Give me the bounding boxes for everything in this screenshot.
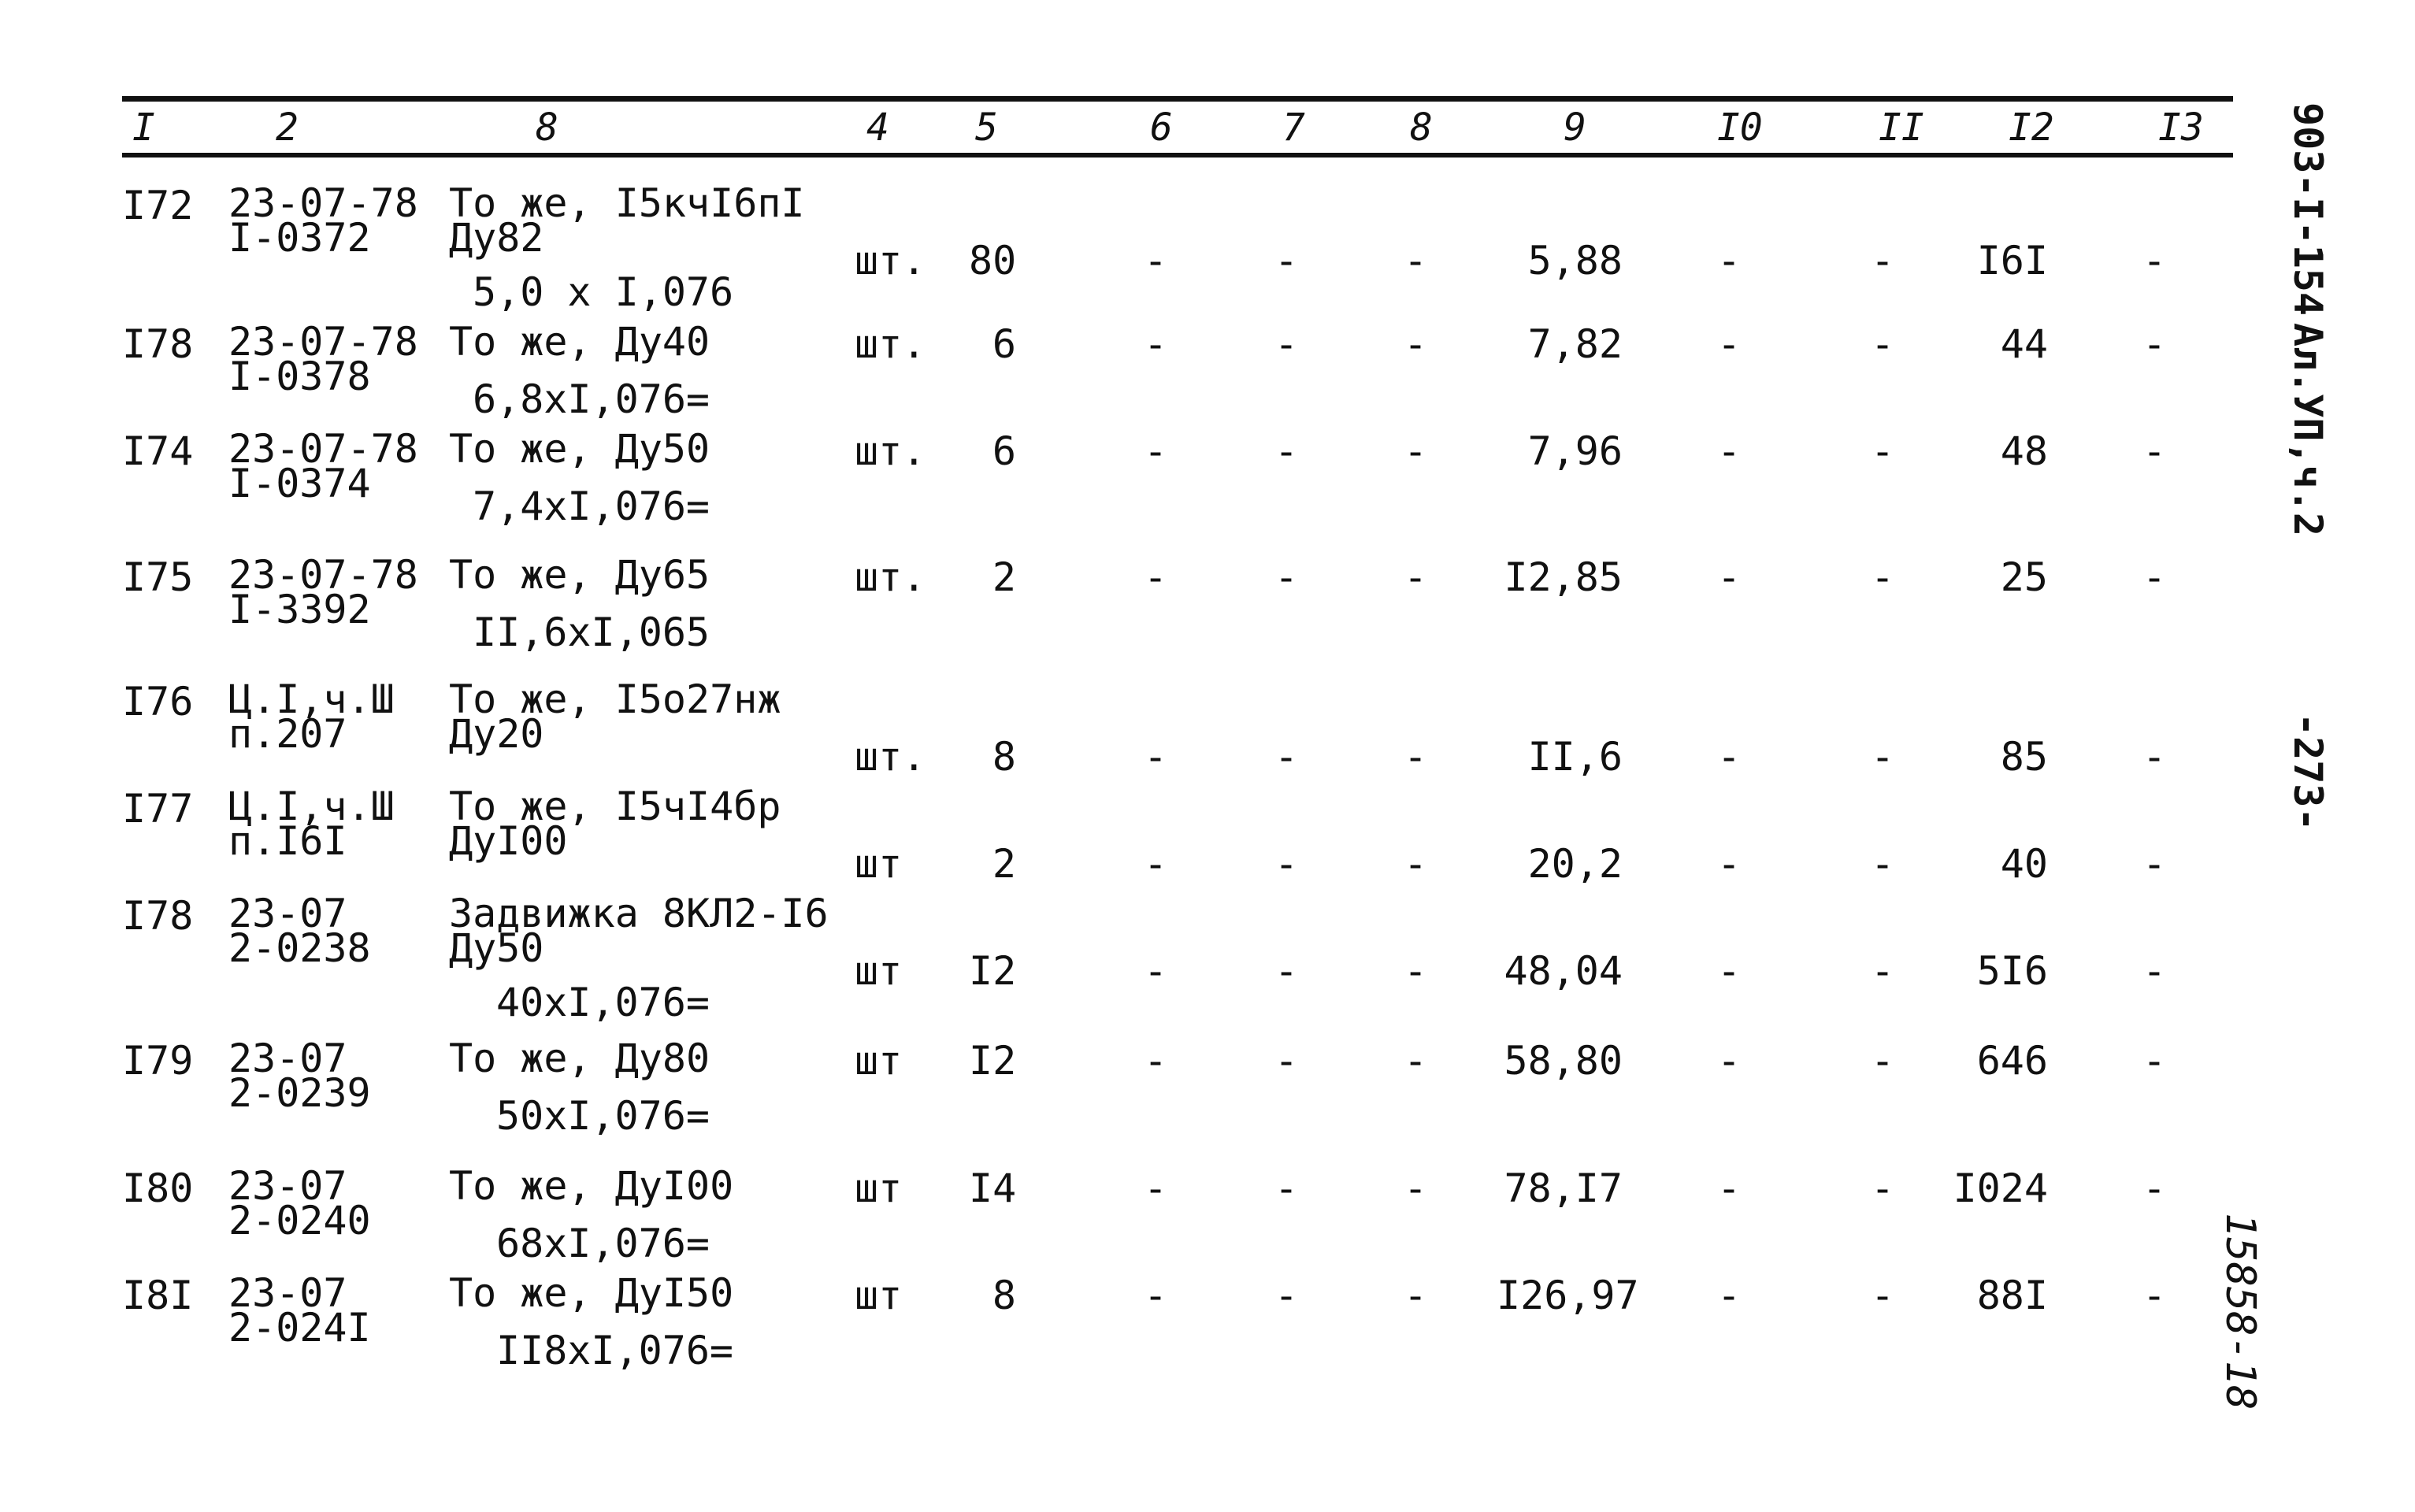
cell-c10: - [1717,841,1742,887]
cell-unit: шт. [855,238,926,284]
item-calculation: 50xI,076= [496,1093,710,1139]
resource-code: 23-07-78 [228,426,418,472]
item-name: То же, Ду80 [449,1036,710,1081]
cell-unit: шт. [855,321,926,367]
cell-c12: I6I [1976,238,2048,284]
cell-unit: шт. [855,554,926,600]
item-calculation: 5,0 x I,076 [473,269,734,315]
item-calculation: 40xI,076= [496,980,710,1025]
item-name: То же, Ду65 [449,552,710,598]
item-name: То же, ДуI50 [449,1270,734,1316]
cell-unit: шт. [855,428,926,474]
cell-c8: - [1404,734,1428,780]
cell-c13: - [2142,1166,2167,1211]
resource-code: 23-07 [228,1036,347,1081]
cell-c11: - [1871,238,1895,284]
cell-c13: - [2142,734,2167,780]
cell-c10: - [1717,428,1742,474]
header-col-12: I2 [2009,106,2054,150]
header-col-1: I [132,106,155,150]
cell-c10: - [1717,1273,1742,1318]
cell-c9: 7,96 [1527,428,1623,474]
item-calculation: II8xI,076= [496,1328,734,1373]
cell-c13: - [2142,1273,2167,1318]
cell-c12: 88I [1976,1273,2048,1318]
cell-c13: - [2142,321,2167,367]
row-number: I76 [122,679,194,724]
cell-c10: - [1717,734,1742,780]
header-col-6: 6 [1150,106,1173,150]
cell-c11: - [1871,1166,1895,1211]
cell-c12: 646 [1976,1038,2048,1084]
table-row [0,1270,2284,1418]
resource-code: Ц.I,ч.Ш [228,784,395,829]
row-number: I75 [122,554,194,600]
cell-c6: - [1144,1166,1168,1211]
cell-c8: - [1404,428,1428,474]
row-number: I78 [122,321,194,367]
cell-c8: - [1404,321,1428,367]
resource-code: 2-0238 [228,925,371,971]
cell-c7: - [1274,428,1299,474]
cell-c13: - [2142,238,2167,284]
cell-qty: 2 [992,554,1016,600]
header-col-9: 9 [1564,106,1586,150]
cell-c8: - [1404,1273,1428,1318]
header-col-3: 8 [536,106,558,150]
item-name: Задвижка 8КЛ2-I6 [449,891,829,936]
row-number: I80 [122,1166,194,1211]
resource-code: 23-07-78 [228,180,418,226]
resource-code: I-3392 [228,587,371,632]
cell-c10: - [1717,948,1742,994]
cell-c6: - [1144,1273,1168,1318]
header-col-5: 5 [975,106,998,150]
row-number: I8I [122,1273,194,1318]
item-name: То же, I5чI4бр [449,784,781,829]
cell-c11: - [1871,734,1895,780]
side-album: Ал.УП,ч.2 [2285,323,2331,536]
resource-code: I-0378 [228,354,371,399]
cell-c9: I2,85 [1504,554,1623,600]
item-name: То же, Ду50 [449,426,710,472]
item-name: Ду82 [449,215,544,261]
cell-qty: 8 [992,1273,1016,1318]
resource-code: 23-07 [228,1270,347,1316]
cell-c10: - [1717,321,1742,367]
cell-c7: - [1274,948,1299,994]
table-row [0,1036,2284,1183]
cell-c12: 25 [2000,554,2048,600]
cell-c6: - [1144,428,1168,474]
cell-c9: 58,80 [1504,1038,1623,1084]
item-name: То же, I5кчI6пI [449,180,805,226]
cell-c9: 5,88 [1527,238,1623,284]
cell-c9: 20,2 [1527,841,1623,887]
cell-c8: - [1404,554,1428,600]
resource-code: 23-07 [228,1163,347,1209]
cell-c12: 85 [2000,734,2048,780]
resource-code: I-0372 [228,215,371,261]
cell-c6: - [1144,948,1168,994]
cell-unit: шт [855,1166,903,1211]
cell-unit: шт. [855,734,926,780]
cell-unit: шт [855,1273,903,1318]
cell-c8: - [1404,1166,1428,1211]
item-name: То же, Ду40 [449,319,710,365]
cell-c6: - [1144,841,1168,887]
cell-c7: - [1274,321,1299,367]
resource-code: 23-07-78 [228,319,418,365]
cell-c7: - [1274,734,1299,780]
cell-c10: - [1717,554,1742,600]
row-number: I77 [122,786,194,832]
cell-c6: - [1144,238,1168,284]
header-col-7: 7 [1282,106,1305,150]
cell-c10: - [1717,238,1742,284]
resource-code: 23-07-78 [228,552,418,598]
cell-c12: 5I6 [1976,948,2048,994]
cell-c7: - [1274,1038,1299,1084]
cell-c9: 48,04 [1504,948,1623,994]
cell-c13: - [2142,428,2167,474]
cell-c9: 78,I7 [1504,1166,1623,1211]
cell-qty: 6 [992,428,1016,474]
header-col-2: 2 [276,106,299,150]
item-calculation: 68xI,076= [496,1221,710,1266]
cell-c13: - [2142,841,2167,887]
item-name: То же, ДуI00 [449,1163,734,1209]
cell-c12: 40 [2000,841,2048,887]
cell-qty: 80 [969,238,1017,284]
row-number: I74 [122,428,194,474]
item-calculation: II,6xI,065 [473,610,710,655]
table-row [0,891,2284,1038]
item-calculation: 6,8xI,076= [473,376,710,422]
cell-unit: шт [855,841,903,887]
cell-qty: I2 [969,948,1017,994]
item-name: ДуI00 [449,818,568,864]
cell-c9: 7,82 [1527,321,1623,367]
header-col-8: 8 [1410,106,1433,150]
cell-c11: - [1871,1273,1895,1318]
cell-c11: - [1871,428,1895,474]
cell-c8: - [1404,1038,1428,1084]
cell-c6: - [1144,734,1168,780]
header-col-4: 4 [866,106,889,150]
resource-code: I-0374 [228,461,371,506]
resource-code: 2-024I [228,1305,371,1351]
cell-c8: - [1404,948,1428,994]
cell-c11: - [1871,554,1895,600]
item-name: То же, I5о27нж [449,676,781,722]
cell-qty: 6 [992,321,1016,367]
resource-code: 23-07 [228,891,347,936]
cell-c13: - [2142,948,2167,994]
cell-qty: I2 [969,1038,1017,1084]
cell-c9: II,6 [1527,734,1623,780]
cell-c11: - [1871,1038,1895,1084]
side-page-number: -273- [2285,713,2331,832]
cell-c12: 44 [2000,321,2048,367]
cell-c7: - [1274,841,1299,887]
cell-c6: - [1144,554,1168,600]
cell-c9: I26,97 [1497,1273,1639,1318]
header-col-13: I3 [2158,106,2204,150]
cell-c8: - [1404,238,1428,284]
header-bottom-rule [122,153,2233,158]
cell-c8: - [1404,841,1428,887]
resource-code: Ц.I,ч.Ш [228,676,395,722]
cell-c10: - [1717,1166,1742,1211]
cell-c10: - [1717,1038,1742,1084]
header-col-10: I0 [1717,106,1763,150]
cell-c13: - [2142,554,2167,600]
cell-c7: - [1274,554,1299,600]
cell-c11: - [1871,841,1895,887]
cell-c13: - [2142,1038,2167,1084]
cell-c12: 48 [2000,428,2048,474]
row-number: I78 [122,893,194,939]
resource-code: п.207 [228,711,347,757]
side-doc-code: 903-I-154 [2285,102,2331,316]
cell-c11: - [1871,321,1895,367]
row-number: I72 [122,183,194,228]
header-col-11: II [1879,106,1924,150]
cell-unit: шт [855,948,903,994]
cell-c6: - [1144,321,1168,367]
cell-c11: - [1871,948,1895,994]
resource-code: 2-0240 [228,1198,371,1243]
row-number: I79 [122,1038,194,1084]
cell-c7: - [1274,238,1299,284]
item-calculation: 7,4xI,076= [473,484,710,529]
cell-c7: - [1274,1273,1299,1318]
resource-code: п.I6I [228,818,347,864]
resource-code: 2-0239 [228,1070,371,1116]
cell-c6: - [1144,1038,1168,1084]
side-inventory-number: 15858-18 [2217,1213,2264,1410]
item-name: Ду50 [449,925,544,971]
item-name: Ду20 [449,711,544,757]
cell-qty: 8 [992,734,1016,780]
cell-unit: шт [855,1038,903,1084]
table-row [0,180,2284,328]
cell-qty: 2 [992,841,1016,887]
cell-qty: I4 [969,1166,1017,1211]
cell-c7: - [1274,1166,1299,1211]
cell-c12: I024 [1953,1166,2048,1211]
table-top-rule [122,96,2233,102]
